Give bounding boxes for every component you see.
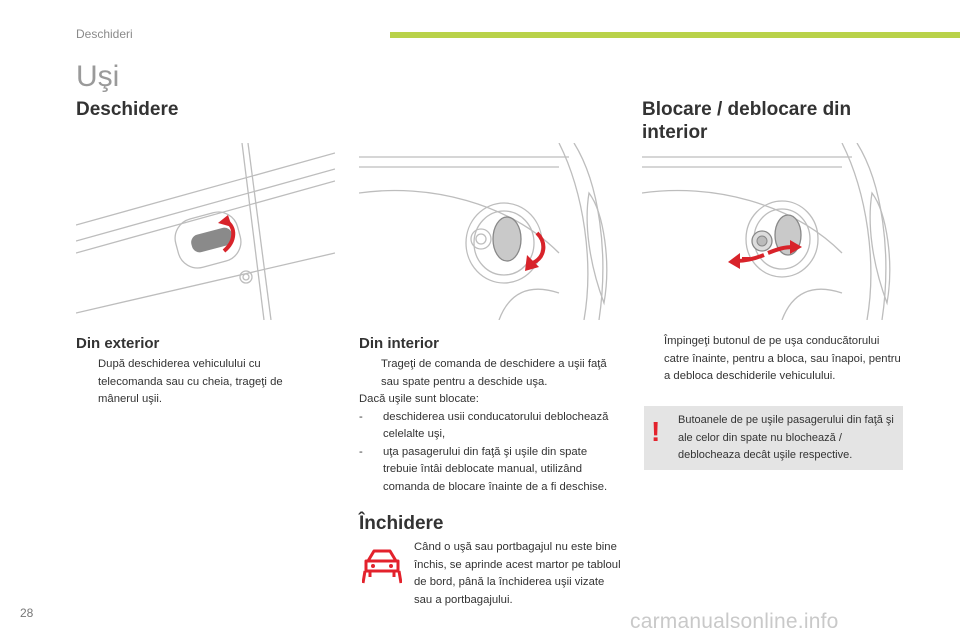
interior-handle-illustration [359,143,618,320]
subheading-interior: Din interior [359,335,440,352]
dash-item-2: uţa pasagerului din faţă şi uşile din spate trebuie întâi deblocate manual, utilizând comanda de blocare înainte de a fi deschise. [383,445,608,493]
interior-bullet-text: Trageţi de comanda de deschidere a uşii faţă sau spate pentru a deschide uşa. [381,358,607,388]
list-item [359,409,614,444]
interior-instructions [359,356,614,496]
list-item [359,356,614,391]
heading-lock-unlock: Blocare / deblocare din interior [642,99,852,143]
page-title: Uşi [76,60,120,93]
heading-opening: Deschidere [76,99,179,120]
list-item [359,444,614,497]
list-item [76,356,326,409]
exterior-text: După deschiderea vehiculului cu telecomanda sau cu cheia, trageţi de mânerul uşii. [98,358,283,405]
bullet-icon [642,333,664,386]
section-label: Deschideri [76,27,133,41]
lock-bullet-text: Împingeţi butonul de pe uşa conducătorului catre înainte, pentru a bloca, sau înapoi, pentru a debloca deschiderile vehiculului. [664,335,901,382]
lock-instructions [642,333,904,386]
door-open-warning-icon [362,545,402,587]
interior-intro: Dacă uşile sunt blocate: [359,393,479,405]
exterior-instructions [76,356,326,409]
lock-button-illustration [642,143,901,320]
closing-text: Când o uşă sau portbagajul nu este bine închis, se aprinde acest martor pe tabloul de bord, până la închiderea uşii vizate sau a portbagajului. [414,541,621,606]
watermark: carmanualsonline.info [630,610,839,633]
heading-closing: Închidere [359,513,444,534]
exterior-handle-illustration [76,143,335,320]
bullet-icon [76,356,98,409]
note-text: Butoanele de pe uşile pasagerului din faţă şi ale celor din spate nu blochează / deblocheaza decât uşile respective. [678,414,894,461]
warning-exclamation-icon: ! [651,416,661,447]
dash-item-1: deschiderea usii conducatorului deblochează celelalte uşi, [383,410,609,440]
page-number: 28 [20,606,34,620]
subheading-exterior: Din exterior [76,335,160,352]
list-item [642,333,904,386]
bullet-icon [359,356,381,391]
dash-marker: - [359,445,363,458]
dash-marker: - [359,410,363,423]
header-accent-bar [390,32,960,38]
